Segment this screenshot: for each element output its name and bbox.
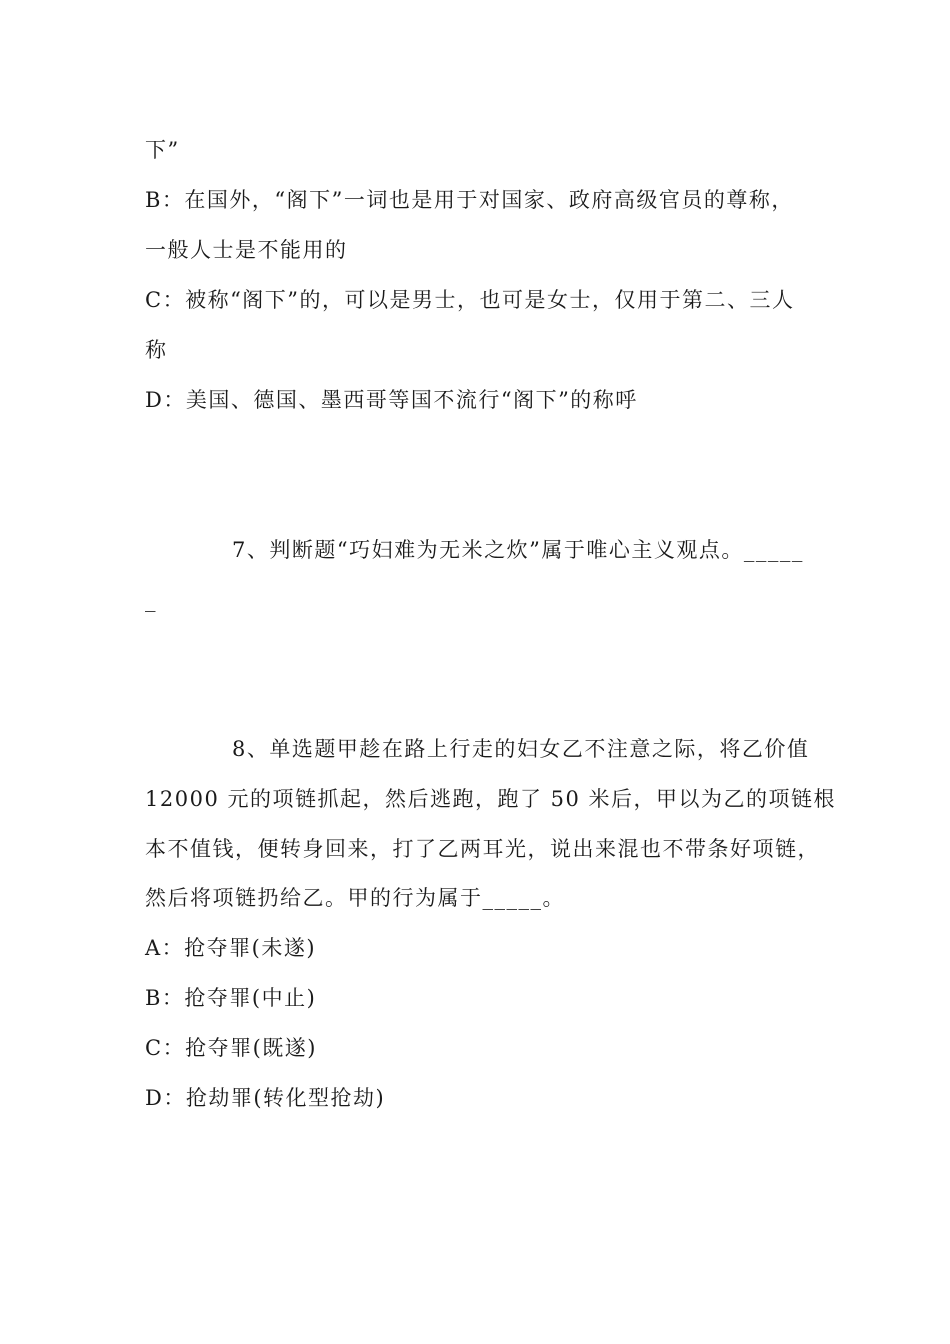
q8-option-a: A：抢夺罪(未遂) (145, 936, 317, 960)
q8-option-b: B：抢夺罪(中止) (145, 986, 317, 1010)
q8-option-d: D：抢劫罪(转化型抢劫) (145, 1086, 386, 1110)
q6-option-d: D：美国、德国、墨西哥等国不流行“阁下”的称呼 (145, 388, 638, 412)
q8-question-line2: 12000 元的项链抓起，然后逃跑，跑了 50 米后，甲以为乙的项链根 (145, 787, 837, 811)
q8-question-line1: 8、单选题甲趁在路上行走的妇女乙不注意之际，将乙价值 (232, 737, 810, 761)
q6-option-b-line1: B：在国外，“阁下”一词也是用于对国家、政府高级官员的尊称， (145, 188, 794, 212)
q6-text-line: 下” (145, 138, 180, 162)
q8-option-c: C：抢夺罪(既遂) (145, 1036, 317, 1060)
q8-question-line3: 本不值钱，便转身回来，打了乙两耳光，说出来混也不带条好项链， (145, 837, 820, 861)
q6-option-c-line1: C：被称“阁下”的，可以是男士，也可是女士，仅用于第二、三人 (145, 288, 795, 312)
q6-option-b-line2: 一般人士是不能用的 (145, 238, 348, 262)
q8-question-line4: 然后将项链扔给乙。甲的行为属于_____。 (145, 886, 565, 910)
q7-question-line1: 7、判断题“巧妇难为无米之炊”属于唯心主义观点。_____ (232, 538, 804, 562)
q7-question-line2: _ (145, 588, 157, 612)
q6-option-c-line2: 称 (145, 338, 168, 362)
